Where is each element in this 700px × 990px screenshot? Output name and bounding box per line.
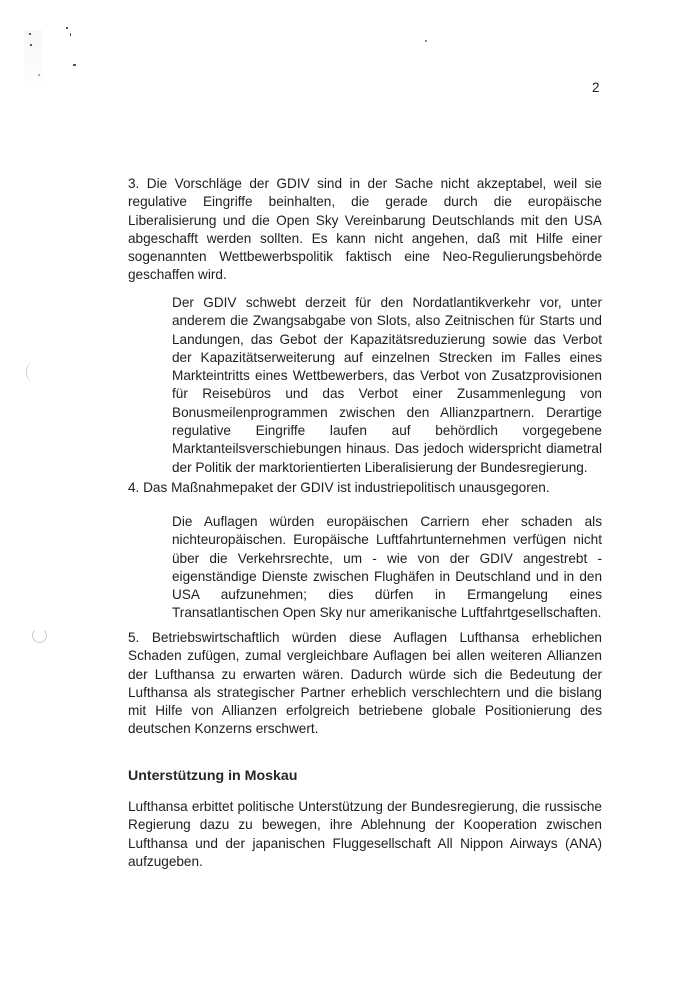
scan-speck xyxy=(29,33,31,35)
paragraph-point-3-detail: Der GDIV schwebt derzeit für den Nordatlantikverkehr vor, unter anderem die Zwangsabgabe von Slots, also Zeitnischen für Starts und Landungen, das Gebot der Kapazitätsreduzierung sowie das Verbot der Kapazitätserweiterung auf einzelnen Strecken im Falles eines Markteintritts eines Wettbewerbers, das Verbot von Zusatzprovisionen für Reisebüros und das Verbot einer Zusammenlegung von Bonusmeilenprogrammen zwischen den Allianzpartnern. Derartige regulative Eingriffe laufen auf behördlich vorgegebene Marktanteilsverschiebungen hinaus. Das jedoch widerspricht diametral der Politik der marktorientierten Liberalisierung der Bundesregierung. xyxy=(172,295,602,475)
page-number: 2 xyxy=(592,80,600,95)
scan-speck xyxy=(70,33,71,36)
paragraph-point-4-detail: Die Auflagen würden europäischen Carriern eher schaden als nichteuropäischen. Europäische Luftfahrtunternehmen verfügen nicht über die Verkehrsrechte, um - wie von der GDIV angestrebt - eigenständige Dienste zwischen Flughäfen in Deutschland und in den USA aufzunehmen; dies dürfen in Ermangelung eines Transatlantischen Open Sky nur amerikanische Luftfahrtgesellschaften. xyxy=(172,514,602,621)
punch-hole-mark xyxy=(26,363,37,381)
section-paragraph: Lufthansa erbittet politische Unterstützung der Bundesregierung, die russische Regierung dazu zu bewegen, ihre Ablehnung der Kooperation zwischen Lufthansa und der japanischen Fluggesellschaft All Nippon Airways (ANA) aufzugeben. xyxy=(128,799,602,869)
scan-speck xyxy=(425,40,427,42)
scan-speck xyxy=(30,44,32,46)
paragraph-point-3: 3. Die Vorschläge der GDIV sind in der Sache nicht akzeptabel, weil sie regulative Eingriffe beinhalten, die gerade durch die europäische Liberalisierung und die Open Sky Vereinbarung Deutschlands mit den USA abgeschafft werden sollten. Es kann nicht angehen, daß mit Hilfe einer sogenannten Wettbewerbspolitik faktisch eine Neo-Regulierungsbehörde geschaffen wird. xyxy=(128,176,602,283)
punch-hole-mark xyxy=(32,628,47,643)
scan-speck xyxy=(38,74,40,76)
scan-speck xyxy=(73,64,76,66)
paragraph-point-5: 5. Betriebswirtschaftlich würden diese Auflagen Lufthansa erheblichen Schaden zufügen, zumal vergleichbare Auflagen bei allen weiteren Allianzen der Lufthansa zu erwarten wären. Dadurch würde sich die Bedeutung der Lufthansa als strategischer Partner erheblich verschlechtern und die bislang mit Hilfe von Allianzen erfolgreich betriebene globale Positionierung des deutschen Konzerns erschwert. xyxy=(128,630,602,737)
scan-speck xyxy=(66,27,68,29)
section-heading: Unterstützung in Moskau xyxy=(128,768,298,784)
paragraph-point-4: 4. Das Maßnahmepaket der GDIV ist industriepolitisch unausgegoren. xyxy=(128,480,550,495)
